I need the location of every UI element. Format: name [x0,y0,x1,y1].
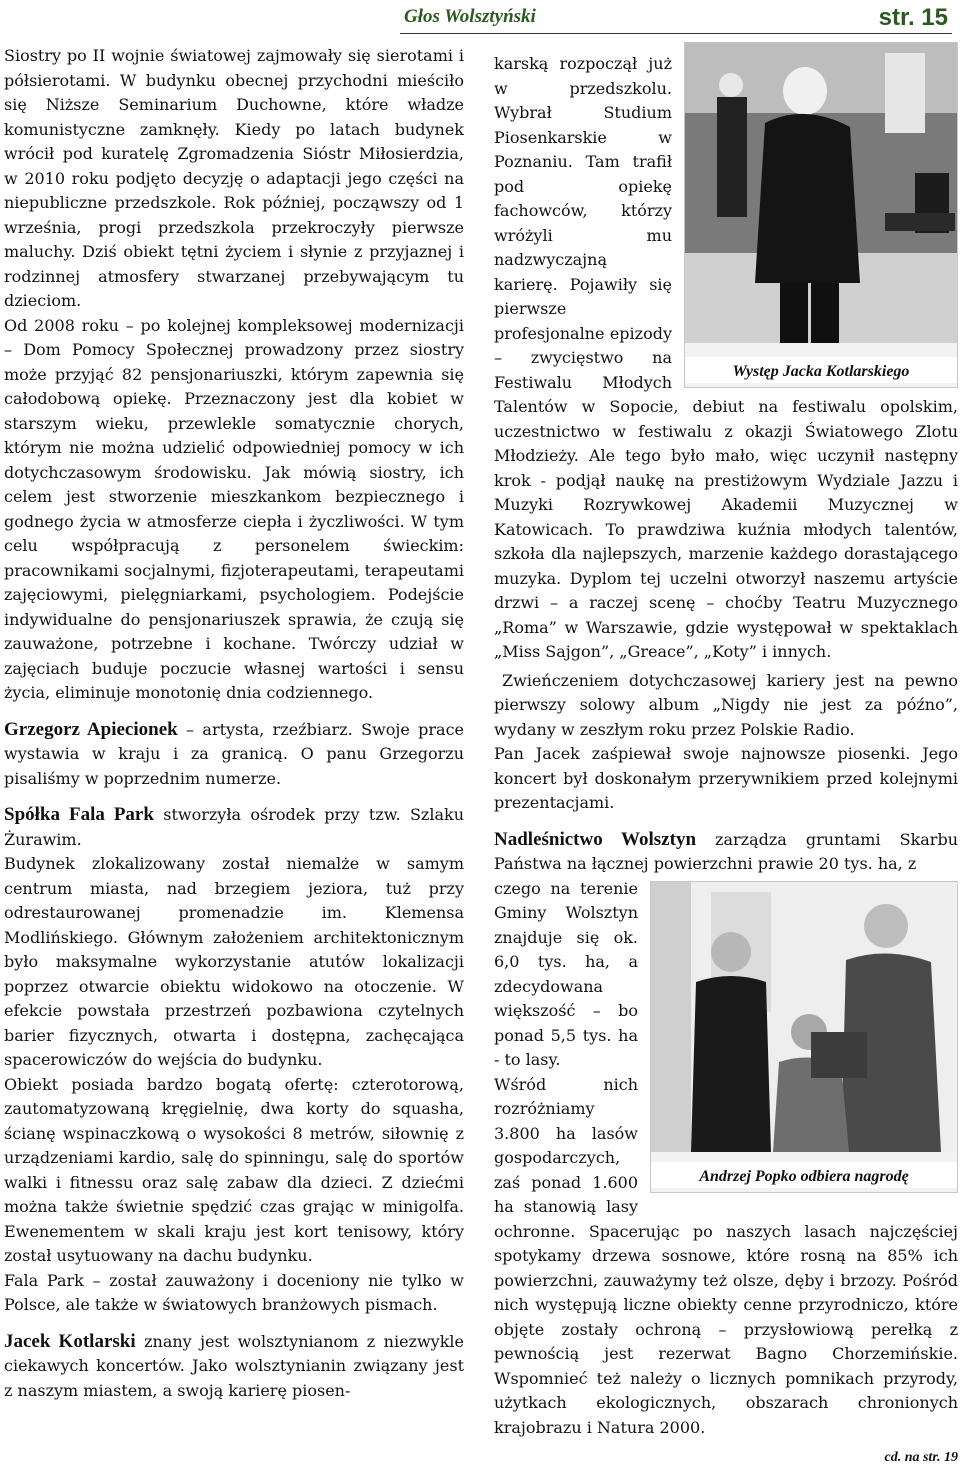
lead-name: Grzegorz Apiecionek [4,718,178,740]
paragraph: Wśród nich rozróżniamy 3.800 ha lasów gospodarczych, zaś ponad 1.600 ha stanowią lasy ochronne. Spacerując po naszych lasach najczęściej spotykamy drzewa sosnowe, które rosną na 85% ich powierzchni, zauważymy też olsze, dęby i brzozy. Pośród nich występują liczne obiekty cenne przyrodniczo, które objęte zostały ochroną – przysłowiową perełką z pewnością jest rezerwat Bagno Chorzemińskie. Wspomnieć też należy o licznych pomnikach przyrody, użytkach ekologicznych, obszarach chronionych krajobrazu i Natura 2000. [494,1074,958,1437]
lead-name: Jacek Kotlarski [4,1330,136,1352]
concert-photo [684,42,958,388]
paragraph: czego na terenie Gminy Wolsztyn znajduje się ok. 6,0 tys. ha, a zdecydowana większość – bo ponad 5,5 tys. ha - to lasy. [494,878,638,1069]
header-rule [400,33,952,34]
photo-caption: Występ Jacka Kotlarskiego [685,357,957,383]
lead-name: Spółka Fala Park [4,804,154,825]
paragraph: Budynek zlokalizowany został niemalże w samym centrum miasta, nad brzegiem jeziora, tuż przy odrestaurowanej promenadzie im. Klemensa Modlińskiego. Głównym założeniem architektonicznym było maksymalne wykorzystanie atutów lokalizacji poprzez otwarcie obiektu widokowo na otoczenie. W efekcie powstała przestrzeń pozbawiona czytelnych barier fizycznych, otwarta i dostępna, zachęcająca spacerowiczów do wejścia do budynku. [4,854,464,1069]
left-column [4,44,464,1403]
page-number: str. 15 [878,4,948,31]
paragraph: Siostry po II wojnie światowej zajmowały się sierotami i półsierotami. W budynku obecnej przychodni mieściło się Niższe Seminarium Duchowne, które władze komunistyczne zamknęły. Kiedy po latach budynek wrócił pod kuratelę Zgromadzenia Sióstr Miłosierdzia, w 2010 roku podjęto decyzję o adaptacji jego części na niepubliczne przedszkole. Rok później, począwszy od 1 września, progi przedszkola przekroczyły pierwsze maluchy. Dziś obiekt tętni życiem i słynie z przyjaznej i rodzinnej atmosfery stwarzanej przebywającym tu dzieciom. [4,46,464,310]
continued-note: cd. na str. 19 [884,1450,958,1465]
paragraph: Pan Jacek zaśpiewał swoje najnowsze piosenki. Jego koncert był doskonałym przerywnikiem przed kolejnymi prezentacjami. [494,744,958,812]
paragraph: Fala Park – został zauważony i doceniony nie tylko w Polsce, ale także w światowych branżowych pismach. [4,1270,464,1314]
paragraph: Obiekt posiada bardzo bogatą ofertę: czterotorową, zautomatyzowaną kręgielnię, dwa korty do squasha, ścianę wspinaczkową o wysokości 8 metrów, siłownię z urządzeniami kardio, salę do spinningu, salę do sportów walki i fitnessu oraz salę zabaw dla dzieci. Z dziećmi można także świetnie spędzić czas grając w minigolfa. Ewenementem w skali kraju jest kort tenisowy, który został usytuowany na dachu budynku. [4,1074,464,1265]
paragraph: karską rozpoczął już w przedszkolu. Wybrał Studium Piosenkarskie w Poznaniu. Tam trafił pod opiekę fachowców, którzy wróżyli mu nadzwyczajną karierę. Pojawiły się pierwsze profesjonalne epizody – zwycięstwo na Festiwalu Młodych Talentów w Sopocie, debiut na festiwalu opolskim, uczestnictwo w festiwalu z okazji Światowego Zlotu Młodzieży. Ale tego było mało, więc uczynił następny krok - podjął naukę na prestiżowym Wydziale Jazzu i Muzyki Rozrywkowej Akademii Muzycznej w Katowicach. To prawdziwa kuźnia młodych talentów, szkoła dla najlepszych, marzenie każdego dorastającego muzyka. Dyplom tej uczelni otworzył naszemu artyście drzwi – a raczej scenę – choćby Teatru Muzycznego „Roma” w Warszawie, gdzie występował w spektaklach „Miss Sajgon”, „Greace”, „Koty” i innych. [494,54,958,661]
paragraph: Zwieńczeniem dotychczasowej kariery jest na pewno pierwszy solowy album „Nigdy nie jest za późno”, wydany w zeszłym roku przez Polskie Radio. [494,670,958,739]
page-header [400,4,952,30]
award-photo-image [651,882,957,1192]
award-photo [650,881,958,1193]
concert-photo-image [685,43,957,387]
newspaper-title: Głos Wolsztyński [404,6,536,27]
right-column [494,52,958,1471]
paragraph-apiecionek: Grzegorz Apiecionek – artysta, rzeźbiarz. Swoje prace wystawia w kraju i za granicą. O panu Grzegorzu pisaliśmy w poprzednim numerze. [4,718,464,788]
lead-name: Nadleśnictwo Wolsztyn [494,828,697,850]
paragraph-nadlesnictwo: Nadleśnictwo Wolsztyn zarządza gruntami Skarbu Państwa na łącznej powierzchni prawie 20 tys. ha, z [494,828,958,873]
paragraph-kotlarski: Jacek Kotlarski znany jest wolsztynianom z niezwykle ciekawych koncertów. Jako wolsztynianin związany jest z naszym miastem, a swoją karierę piosen- [4,1330,464,1400]
paragraph-fala-park: Spółka Fala Park stworzyła ośrodek przy tzw. Szlaku Żurawim. [4,804,464,849]
paragraph: Od 2008 roku – po kolejnej kompleksowej modernizacji – Dom Pomocy Społecznej prowadzony przez siostry może przyjąć 82 pensjonariuszki, którym zapewnia się całodobową opiekę. Przeznaczony jest dla kobiet w starszym wieku, przewlekle somatycznie chorych, którym nie można udzielić odpowiedniej pomocy w ich dotychczasowym środowisku. Jak mówią siostry, ich celem jest stworzenie mieszkankom bezpiecznego i godnego życia w atmosferze ciepła i życzliwości. W tym celu współpracują z personelem świeckim: pracownikami socjalnymi, fizjoterapeutami, terapeutami zajęciowymi, pielęgniarkami, psychologiem. Podejście indywidualne do pensjonariuszek sprawia, że czują się zauważone, potrzebne i kochane. Twórczy udział w zajęciach buduje poczucie własnej wartości i sensu życia, eliminuje monotonię dnia codziennego. [4,315,464,702]
photo-caption: Andrzej Popko odbiera nagrodę [651,1162,957,1188]
